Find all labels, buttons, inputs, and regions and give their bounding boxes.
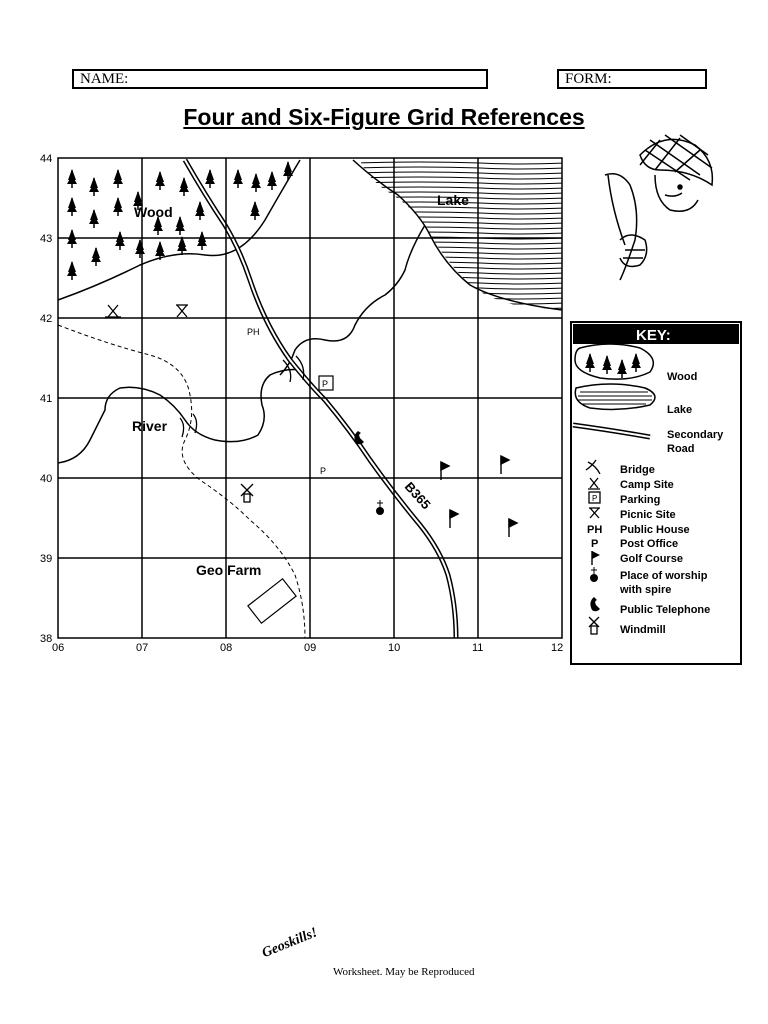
lake-hatch-line [358,297,565,299]
name-field[interactable]: NAME: [72,69,488,89]
picnic-site-icon [176,305,188,317]
lake-hatch-line [358,232,565,234]
lake-hatch-line [358,162,565,164]
farm-building [248,579,296,623]
key-post-office-icon: P [591,538,599,550]
lake-hatch-line [358,227,565,229]
svg-text:Public House: Public House [620,524,690,536]
svg-text:Camp Site: Camp Site [620,479,674,491]
svg-text:Golf Course: Golf Course [620,553,683,565]
label-geo-farm: Geo Farm [196,562,262,578]
svg-text:with spire: with spire [620,584,672,596]
river [58,370,300,463]
label-road-b365: B365 [401,478,434,513]
svg-text:Post Office: Post Office [620,538,679,550]
svg-text:43: 43 [40,233,53,245]
svg-text:Secondary: Secondary [667,429,724,441]
svg-text:44: 44 [40,153,53,165]
lake-hatch-line [358,282,565,284]
key-public-house-icon: PH [587,524,603,536]
lake-hatch-line [358,177,565,179]
svg-text:39: 39 [40,553,53,565]
label-post-office: P [320,466,327,476]
lake-hatch-line [358,182,565,184]
northing-labels [40,153,52,645]
svg-text:06: 06 [52,642,65,654]
easting-labels [52,642,563,654]
lake-hatch-line [358,242,565,244]
label-river: River [132,418,168,434]
wood-trees [67,161,293,280]
svg-text:09: 09 [304,642,317,654]
lake-hatch-line [358,287,565,289]
svg-text:42: 42 [40,313,53,325]
svg-text:Bridge: Bridge [620,464,655,476]
svg-text:Lake: Lake [667,404,693,416]
lake-hatch-line [358,307,565,309]
lake-hatch-line [358,252,565,254]
stream [280,225,425,375]
svg-text:P: P [322,379,329,389]
lake-hatch-line [358,172,565,174]
svg-text:41: 41 [40,393,53,405]
map-key [571,322,741,664]
key-title: KEY: [636,327,671,344]
svg-text:11: 11 [472,642,484,654]
parking-icon [319,376,333,390]
svg-text:Parking: Parking [620,494,661,506]
lake-hatch-line [358,167,565,169]
footer-note: Worksheet. May be Reproduced [333,966,475,978]
lake-hatch-line [358,267,565,269]
svg-text:07: 07 [136,642,149,654]
church-icon [376,500,384,515]
label-lake: Lake [437,192,469,208]
lake-hatch-line [358,302,565,304]
golf-course-icons [441,456,517,537]
label-wood: Wood [134,204,173,220]
telephone-icon [354,431,364,444]
grid [58,158,562,638]
svg-text:08: 08 [220,642,233,654]
lake-hatch-line [358,217,565,219]
svg-text:10: 10 [388,642,401,654]
lake-hatch-line [358,257,565,259]
detective-illustration [605,135,712,280]
page-title: Four and Six-Figure Grid References [183,104,585,130]
svg-text:Picnic Site: Picnic Site [620,509,676,521]
svg-text:Wood: Wood [667,371,698,383]
svg-text:Public Telephone: Public Telephone [620,604,711,616]
svg-text:Place of worship: Place of worship [620,570,708,582]
lake-hatch-line [358,262,565,264]
camp-site-icon [105,305,121,317]
footpath-west [58,325,305,638]
lake-hatch-line [358,272,565,274]
windmill-icon [241,484,253,502]
lake-hatch-line [358,212,565,214]
svg-text:Road: Road [667,443,695,455]
svg-text:Windmill: Windmill [620,624,666,636]
label-public-house: PH [247,327,260,337]
lake-hatching [358,162,565,309]
brand-logo: Geoskills! [260,925,320,962]
svg-text:12: 12 [551,642,564,654]
svg-text:P: P [592,494,598,503]
svg-text:38: 38 [40,633,53,645]
lake-hatch-line [358,222,565,224]
lake-hatch-line [358,247,565,249]
svg-text:40: 40 [40,473,53,485]
form-field[interactable]: FORM: [557,69,707,89]
